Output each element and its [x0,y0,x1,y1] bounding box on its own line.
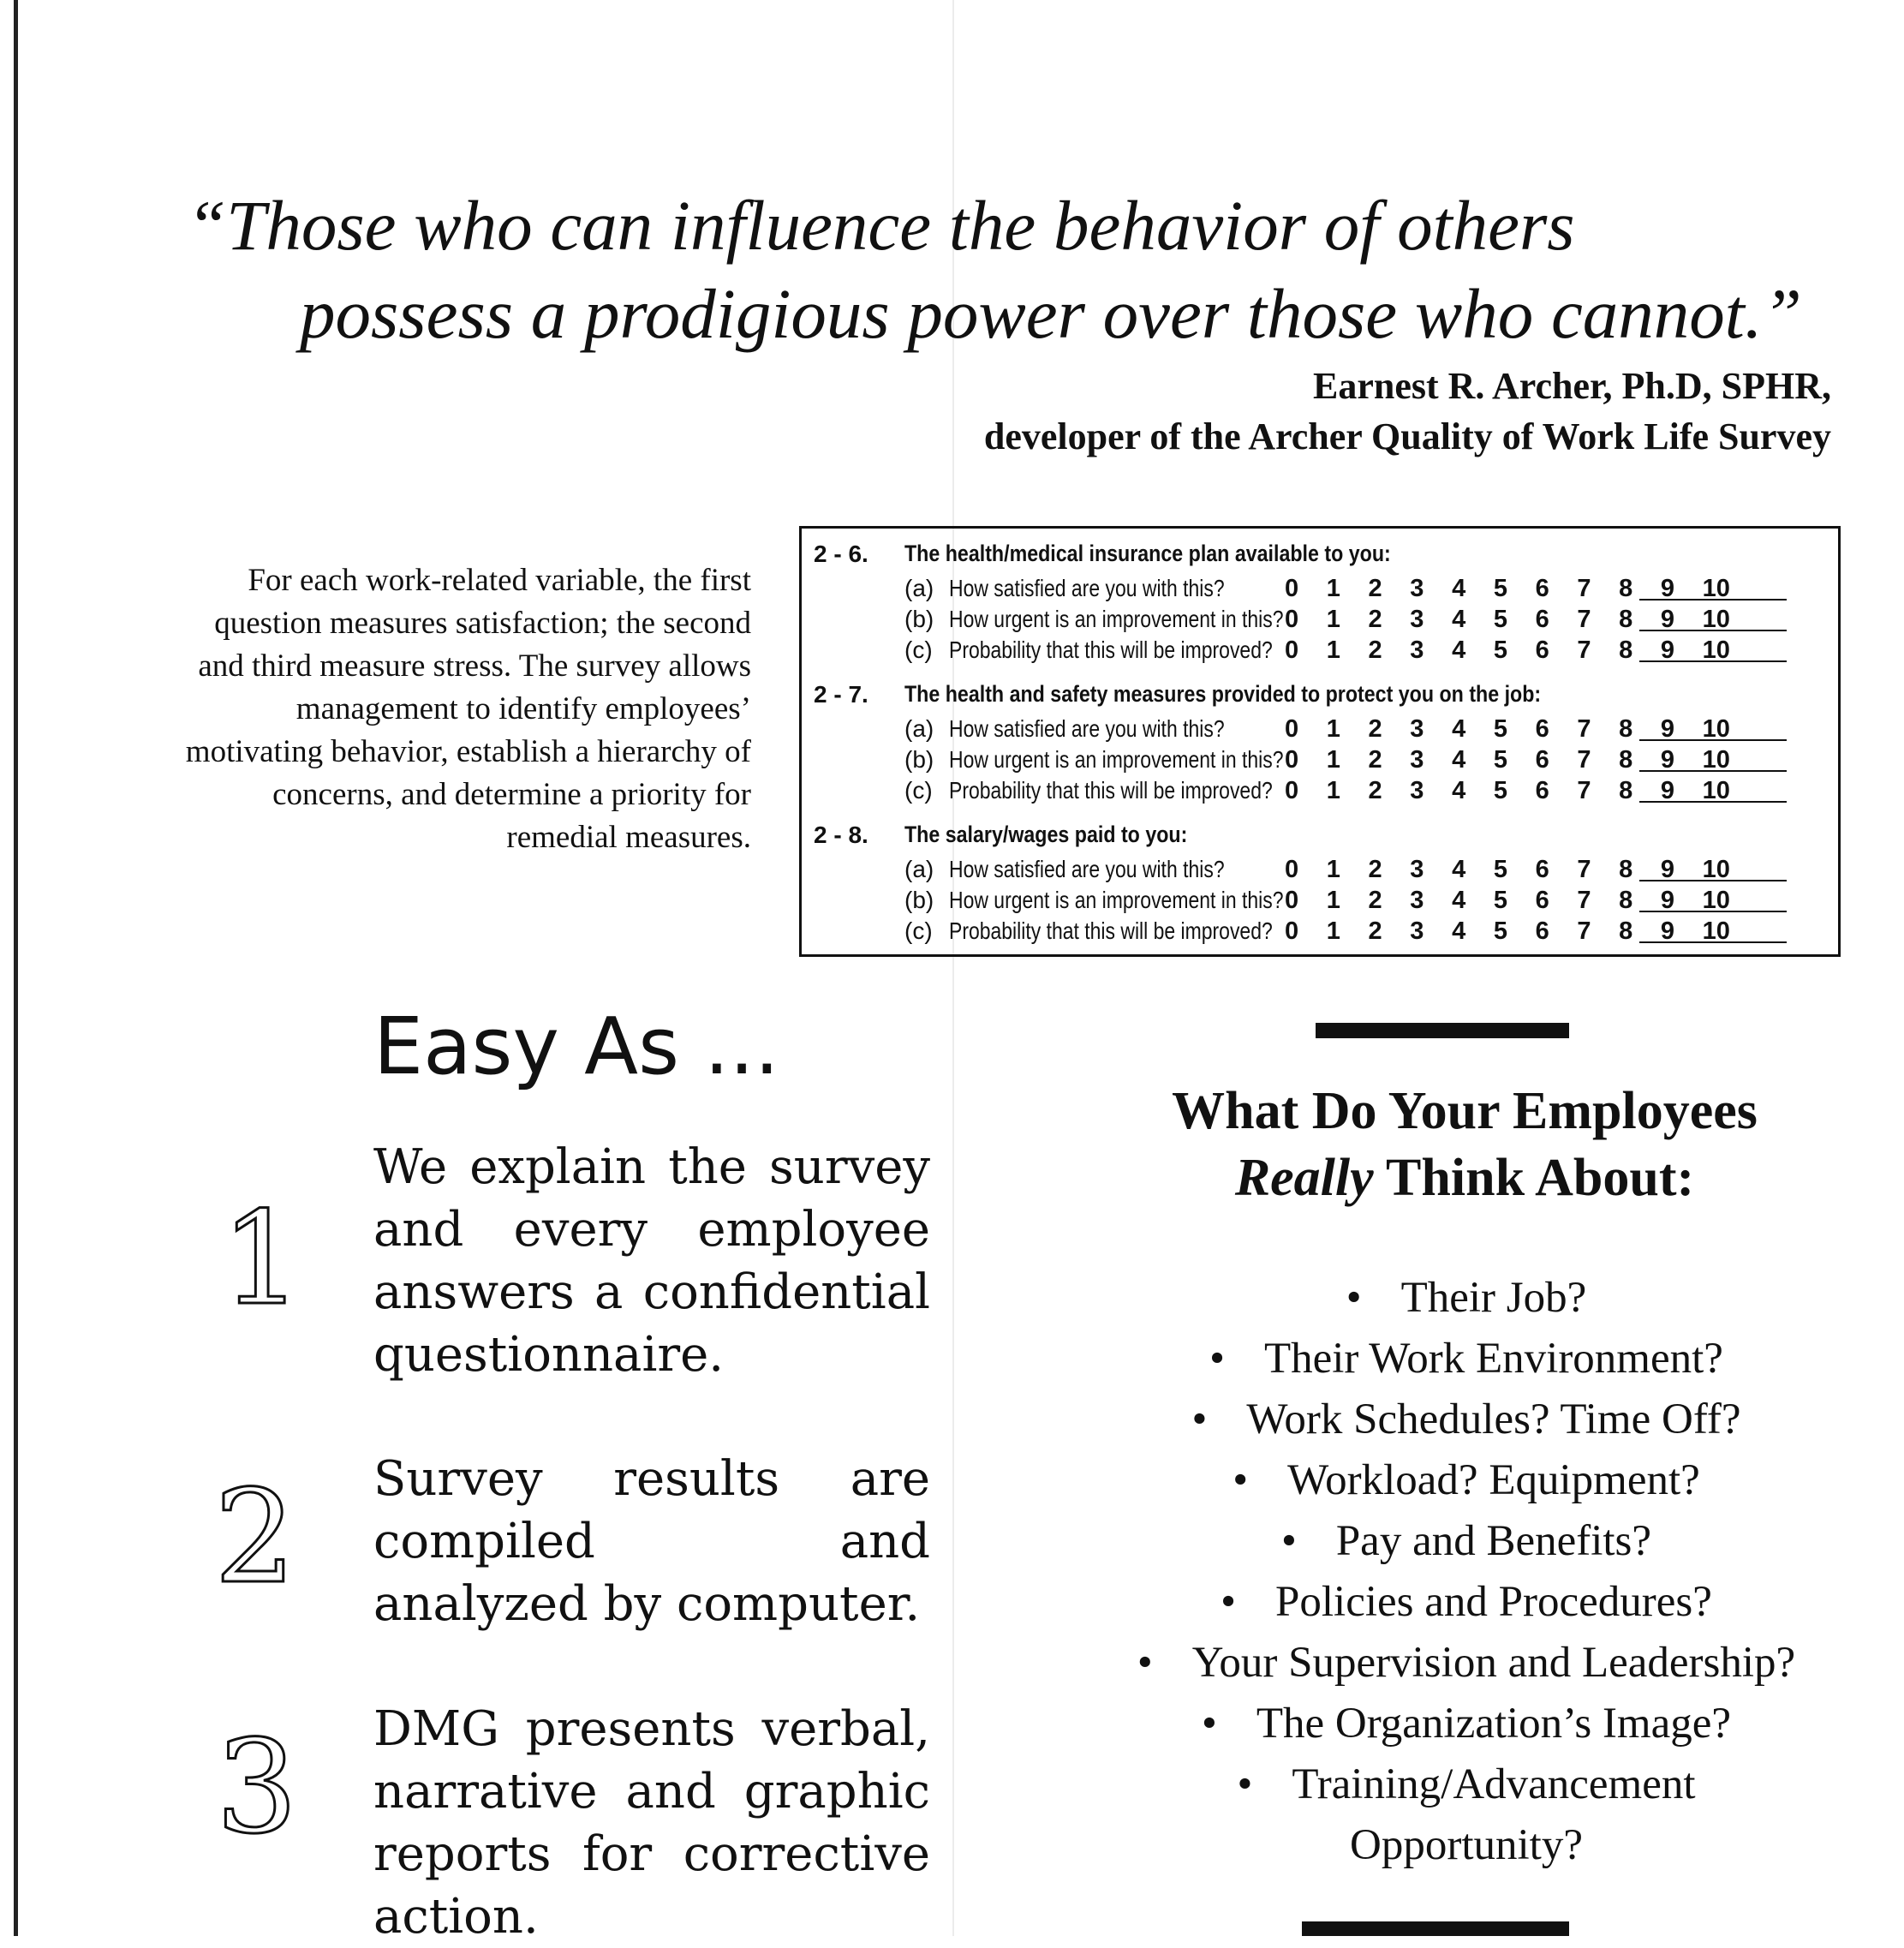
employees-bullet-text: Their Job? [1400,1274,1587,1322]
rating-scale-value: 4 [1452,777,1466,804]
bullet-dot-icon: • [1201,1700,1217,1748]
rating-scale-value: 4 [1452,575,1466,602]
rating-scale-value: 8 [1619,636,1633,664]
rating-scale-value: 3 [1410,746,1424,774]
survey-item-text: How satisfied are you with this? [949,856,1225,882]
rating-scale-value: 0 [1285,746,1299,774]
rating-scale-value: 10 [1702,887,1730,914]
employees-bullet-item [1021,1815,1904,1876]
rating-scale-value: 1 [1326,575,1340,602]
step-1-text: We explain the survey and every employee answers a confidential questionnaire. [373,1139,930,1383]
rating-scale-value: 9 [1660,575,1675,602]
rating-scale-value: 0 [1285,856,1299,883]
bullet-dot-icon: • [1233,1456,1249,1504]
answer-blank-line [1639,660,1787,662]
answer-blank-line [1639,630,1787,631]
rating-scale-value: 9 [1660,715,1675,743]
rating-scale-value: 8 [1619,575,1633,602]
survey-item-letter: (c) [904,917,933,944]
employees-bullet-text: The Organization’s Image? [1256,1700,1732,1748]
survey-item-row [904,917,1838,948]
rating-scale-value: 9 [1660,887,1675,914]
survey-item-row [904,575,1838,606]
answer-blank-line [1639,739,1787,741]
bullet-dot-icon: • [1221,1578,1236,1626]
rating-scale-value: 2 [1368,917,1382,945]
rating-scale-value: 1 [1326,606,1340,633]
employees-bullet-item [1021,1268,1904,1329]
rating-scale-value: 5 [1493,636,1507,664]
survey-question-number: 2 - 6. [814,541,868,567]
survey-item-text: How urgent is an improvement in this? [949,887,1284,913]
rating-scale-value: 2 [1368,746,1382,774]
employees-bullet-text: Training/Advancement [1292,1760,1696,1808]
bullet-dot-icon: • [1237,1760,1253,1808]
employees-heading-emphasis: Really [1234,1149,1374,1207]
rating-scale-value: 3 [1410,856,1424,883]
rating-scale-value: 5 [1493,746,1507,774]
rating-scale-value: 0 [1285,917,1299,945]
rating-scale-value: 2 [1368,715,1382,743]
step-3-number: 3 [216,1713,298,1862]
survey-item-letter: (a) [904,856,934,882]
rating-scale-value: 3 [1410,636,1424,664]
rating-scale-value: 9 [1660,856,1675,883]
rating-scale-value: 10 [1702,575,1730,602]
rating-scale-value: 7 [1577,887,1591,914]
rating-scale-value: 5 [1493,715,1507,743]
employees-bullet-item [1021,1572,1904,1633]
rating-scale-value: 1 [1326,746,1340,774]
employees-bullet-text: Work Schedules? Time Off? [1246,1395,1741,1443]
rating-scale-value: 4 [1452,715,1466,743]
step-2-number: 2 [214,1463,296,1612]
survey-question-title: The health and safety measures provided to protect you on the job: [904,681,1542,707]
rating-scale-value: 7 [1577,746,1591,774]
step-1-number: 1 [221,1185,303,1334]
rating-scale-value: 10 [1702,746,1730,774]
rating-scale-value: 3 [1410,777,1424,804]
rating-scale-value: 0 [1285,715,1299,743]
survey-item-letter: (b) [904,887,934,913]
rating-scale-value: 6 [1535,917,1549,945]
rating-scale-value: 2 [1368,777,1382,804]
rating-scale-value: 0 [1285,606,1299,633]
rating-scale-value: 5 [1493,856,1507,883]
survey-item-text: How urgent is an improvement in this? [949,606,1284,632]
employees-heading [1011,1078,1904,1211]
rating-scale-value: 1 [1326,715,1340,743]
rating-scale-value: 6 [1535,887,1549,914]
rating-scale-value: 7 [1577,636,1591,664]
employees-bullet-text: Opportunity? [1350,1821,1583,1869]
answer-blank-line [1639,599,1787,601]
rating-scale-value: 10 [1702,636,1730,664]
rating-scale-value: 8 [1619,746,1633,774]
rating-scale-value: 8 [1619,715,1633,743]
rating-scale-value: 7 [1577,777,1591,804]
survey-item-row [904,856,1838,887]
survey-item-text: How satisfied are you with this? [949,575,1225,601]
survey-item-text: How satisfied are you with this? [949,715,1225,742]
rating-scale-value: 5 [1493,777,1507,804]
rating-scale-value: 2 [1368,887,1382,914]
rating-scale-value: 0 [1285,887,1299,914]
rating-scale-value: 10 [1702,917,1730,945]
rating-scale-value: 7 [1577,606,1591,633]
rating-scale-value: 6 [1535,777,1549,804]
employees-bullet-text: Your Supervision and Leadership? [1191,1639,1796,1687]
employees-bullet-item [1021,1329,1904,1389]
rating-scale-value: 1 [1326,777,1340,804]
bullet-dot-icon: • [1209,1335,1225,1383]
rating-scale-value: 9 [1660,606,1675,633]
quote-attribution-role: developer of the Archer Quality of Work Life Survey [983,415,1831,457]
rating-scale-value: 4 [1452,887,1466,914]
answer-blank-line [1639,801,1787,803]
rating-scale-value: 4 [1452,606,1466,633]
survey-item-row [904,746,1838,777]
rating-scale-value: 4 [1452,856,1466,883]
survey-sample-box [799,526,1841,957]
rating-scale-value: 6 [1535,606,1549,633]
employees-bullet-item [1021,1450,1904,1511]
rating-scale-value: 2 [1368,575,1382,602]
survey-item-text: Probability that this will be improved? [949,777,1273,804]
survey-item-row [904,715,1838,746]
employees-bullet-text: Pay and Benefits? [1335,1517,1652,1565]
survey-question-number: 2 - 7. [814,681,868,708]
rating-scale-value: 6 [1535,636,1549,664]
quote-attribution-name: Earnest R. Archer, Ph.D, SPHR, [1313,365,1831,407]
rating-scale-value: 5 [1493,575,1507,602]
rating-scale-value: 3 [1410,575,1424,602]
step-2-text: Survey results are compiled and analyzed by computer. [373,1451,930,1632]
rating-scale-value: 7 [1577,575,1591,602]
rating-scale-value: 1 [1326,636,1340,664]
rating-scale-value: 0 [1285,575,1299,602]
employees-heading-line2: Think About: [1373,1149,1695,1207]
survey-item-letter: (a) [904,575,934,601]
rating-scale-value: 10 [1702,777,1730,804]
rating-scale-value: 3 [1410,887,1424,914]
survey-item-letter: (c) [904,636,933,663]
rating-scale-value: 10 [1702,715,1730,743]
bullet-dot-icon: • [1280,1517,1297,1565]
rating-scale-value: 2 [1368,606,1382,633]
rating-scale-value: 8 [1619,777,1633,804]
rating-scale-value: 6 [1535,856,1549,883]
employees-bullet-item [1021,1754,1904,1815]
employees-bullet-text: Policies and Procedures? [1275,1578,1712,1626]
rating-scale-value: 3 [1410,715,1424,743]
survey-question-number: 2 - 8. [814,822,868,848]
top-divider-rule [1316,1023,1569,1038]
rating-scale-value: 4 [1452,746,1466,774]
survey-item-letter: (c) [904,777,933,804]
answer-blank-line [1639,911,1787,912]
answer-blank-line [1639,941,1787,943]
survey-item-row [904,636,1838,667]
employees-bullet-item [1021,1511,1904,1572]
rating-scale-value: 5 [1493,606,1507,633]
survey-item-text: Probability that this will be improved? [949,917,1273,944]
rating-scale-value: 1 [1326,917,1340,945]
employees-bullet-item [1021,1633,1904,1694]
rating-scale-value: 0 [1285,777,1299,804]
rating-scale-value: 1 [1326,856,1340,883]
rating-scale-value: 8 [1619,887,1633,914]
survey-description: For each work-related variable, the first question measures satisfaction; the second and third measure stress. The survey allows management to identify employees’ motivating behavior, establish a hierarchy of concerns, and determine a priority for remedial measures. [185,563,751,855]
rating-scale-value: 10 [1702,856,1730,883]
rating-scale-value: 9 [1660,636,1675,664]
rating-scale-value: 4 [1452,636,1466,664]
answer-blank-line [1639,880,1787,881]
rating-scale-value: 3 [1410,917,1424,945]
rating-scale-value: 2 [1368,856,1382,883]
quote-line-2: possess a prodigious power over those who cannot.” [300,274,1802,353]
survey-item-text: Probability that this will be improved? [949,636,1273,663]
easy-as-heading: Easy As ... [373,1001,779,1092]
rating-scale-value: 7 [1577,917,1591,945]
rating-scale-value: 9 [1660,746,1675,774]
rating-scale-value: 6 [1535,746,1549,774]
employees-heading-line1: What Do Your Employees [1172,1082,1758,1140]
quote-line-1: “Those who can influence the behavior of others [187,186,1575,265]
rating-scale-value: 9 [1660,917,1675,945]
rating-scale-value: 2 [1368,636,1382,664]
survey-question-title: The salary/wages paid to you: [904,822,1188,847]
left-edge-rule [14,0,18,1936]
bullet-dot-icon: • [1137,1639,1153,1687]
rating-scale-value: 6 [1535,575,1549,602]
employees-bullet-item [1021,1389,1904,1450]
survey-item-text: How urgent is an improvement in this? [949,746,1284,773]
rating-scale-value: 1 [1326,887,1340,914]
survey-item-letter: (a) [904,715,934,742]
rating-scale-value: 8 [1619,856,1633,883]
employees-bullet-list [1021,1268,1904,1876]
rating-scale-value: 0 [1285,636,1299,664]
bullet-dot-icon: • [1191,1395,1208,1443]
bullet-dot-icon: • [1346,1274,1362,1322]
rating-scale-value: 10 [1702,606,1730,633]
employees-bullet-text: Their Work Environment? [1263,1335,1723,1383]
survey-item-row [904,777,1838,808]
rating-scale-value: 5 [1493,887,1507,914]
employees-bullet-item [1021,1694,1904,1754]
rating-scale-value: 8 [1619,917,1633,945]
rating-scale-value: 4 [1452,917,1466,945]
answer-blank-line [1639,770,1787,772]
survey-item-letter: (b) [904,746,934,773]
step-3-text: DMG presents verbal, narrative and graphic reports for corrective action. [373,1701,930,1945]
survey-item-row [904,887,1838,917]
survey-question-title: The health/medical insurance plan available to you: [904,541,1391,566]
survey-item-letter: (b) [904,606,934,632]
bottom-divider-rule [1302,1921,1569,1936]
rating-scale-value: 5 [1493,917,1507,945]
rating-scale-value: 8 [1619,606,1633,633]
rating-scale-value: 6 [1535,715,1549,743]
rating-scale-value: 9 [1660,777,1675,804]
rating-scale-value: 7 [1577,856,1591,883]
rating-scale-value: 7 [1577,715,1591,743]
rating-scale-value: 3 [1410,606,1424,633]
survey-item-row [904,606,1838,636]
employees-bullet-text: Workload? Equipment? [1287,1456,1700,1504]
